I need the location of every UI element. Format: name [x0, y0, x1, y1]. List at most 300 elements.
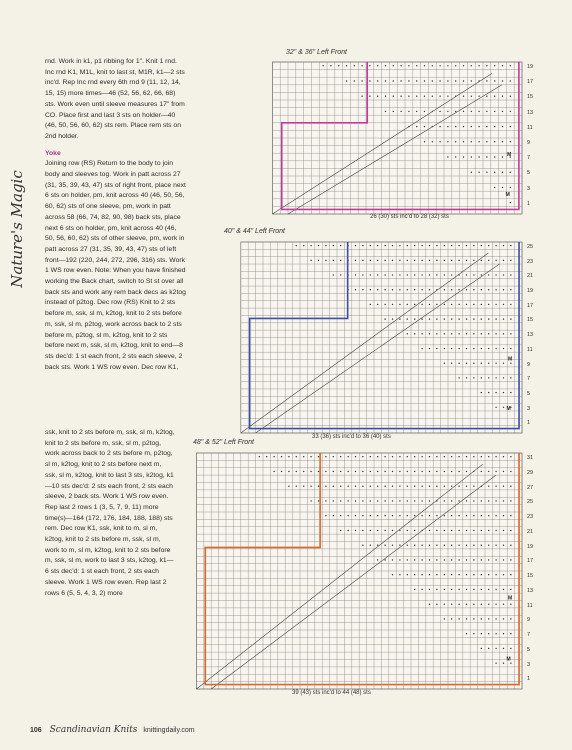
- purl-dot: [333, 515, 334, 516]
- chart2-title: 40" & 44" Left Front: [224, 228, 286, 235]
- purl-dot: [451, 274, 452, 275]
- row-number: 25: [527, 244, 534, 250]
- purl-dot: [330, 65, 331, 66]
- purl-dot: [377, 471, 378, 472]
- purl-dot: [429, 289, 430, 290]
- purl-dot: [303, 456, 304, 457]
- purl-dot: [340, 274, 341, 275]
- paragraph-joining: Joining row (RS) Return to the body to join body and sleeves tog. Work in patt across 27 (31, 35, 39, 43, 47) sts of right front, place next 6 sts on holder, pm, knit across 40 (46, 50, 56, 60, 62) sts of one sleeve, pm, work in patt across 58 (66, 74, 82, 90, 98) back sts, place next 6 sts on holder, pm, knit across 40 (46, 50, 56, 60, 62) sts of other sleeve, pm, work in patt across 27 (31, 35, 39, 43, 47) sts of left front—192 (220, 244, 272, 296, 316) sts. Work 1 WS row even. Note: When you have finished working the Back chart, switch to St st over all back sts and work any rem back decs as k2tog instead of p2tog. Dec row (RS) Knit to 2 sts before m, ssk, sl m, k2tog, knit to 2 sts before m, ssk, sl m, p2tog, work across back to 2 sts before m, p2tog, sl m, k2tog, knit to 2 sts before next m, ssk, sl m, k2tog, knit to end—8 sts dec'd: 1 st each front, 2 sts each sleeve, 2 back sts. Work 1 WS row even. Dec row K1,: [45, 160, 186, 371]
- purl-dot: [369, 80, 370, 81]
- purl-dot: [407, 544, 408, 545]
- purl-dot: [414, 260, 415, 261]
- purl-dot: [421, 304, 422, 305]
- purl-dot: [488, 318, 489, 319]
- purl-dot: [310, 260, 311, 261]
- purl-dot: [503, 318, 504, 319]
- purl-dot: [355, 289, 356, 290]
- purl-dot: [494, 156, 495, 157]
- purl-dot: [384, 485, 385, 486]
- purl-dot: [429, 471, 430, 472]
- purl-dot: [488, 377, 489, 378]
- purl-dot: [503, 377, 504, 378]
- purl-dot: [444, 618, 445, 619]
- purl-dot: [510, 515, 511, 516]
- marker-label: M: [506, 406, 511, 413]
- purl-dot: [488, 648, 489, 649]
- website: knittingdaily.com: [143, 727, 195, 734]
- purl-dot: [488, 618, 489, 619]
- purl-dot: [486, 96, 487, 97]
- purl-dot: [384, 274, 385, 275]
- purl-dot: [478, 96, 479, 97]
- purl-dot: [424, 80, 425, 81]
- purl-dot: [429, 515, 430, 516]
- purl-dot: [473, 245, 474, 246]
- purl-dot: [384, 559, 385, 560]
- purl-dot: [392, 515, 393, 516]
- purl-dot: [471, 141, 472, 142]
- purl-dot: [362, 245, 363, 246]
- purl-dot: [478, 156, 479, 157]
- purl-dot: [488, 348, 489, 349]
- purl-dot: [451, 348, 452, 349]
- purl-dot: [392, 304, 393, 305]
- purl-dot: [333, 456, 334, 457]
- row-number: 23: [527, 258, 534, 265]
- purl-dot: [495, 407, 496, 408]
- paragraph-decrease: ssk, knit to 2 sts before m, ssk, sl m, k2tog, knit to 2 sts before m, ssk, sl m, p2tog, work across back to 2 sts before m, p2tog, sl m, k2tog, knit to 2 sts before next m, ssk, sl m, k2tog, knit to last 3 sts, k2tog, k1—10 sts dec'd: 2 sts each front, 2 sts each sleeve, 2 back sts. Work 1 WS row even. Rep last 2 rows 1 (3, 5, 7, 9, 11) more time(s)—164 (172, 176, 184, 188, 188) sts rem. Dec row K1, ssk, knit to m, sl m, k2tog, knit to 2 sts before m, ssk, sl m, work to m, sl m, k2tog, knit to 2 sts before m, ssk, sl m, work to last 3 sts, k2tog, k1—6 sts dec'd: 1 st each front, 2 sts each sleeve. Work 1 WS row even. Rep last 2 rows 6 (5, 5, 4, 3, 2) more: [45, 429, 175, 597]
- purl-dot: [503, 289, 504, 290]
- purl-dot: [347, 485, 348, 486]
- purl-dot: [481, 392, 482, 393]
- purl-dot: [447, 141, 448, 142]
- purl-dot: [463, 80, 464, 81]
- purl-dot: [451, 318, 452, 319]
- purl-dot: [407, 333, 408, 334]
- purl-dot: [429, 245, 430, 246]
- purl-dot: [458, 333, 459, 334]
- yoke-heading: Yoke: [45, 149, 61, 157]
- purl-dot: [466, 274, 467, 275]
- purl-dot: [444, 304, 445, 305]
- purl-dot: [488, 500, 489, 501]
- row-number: 19: [527, 288, 534, 295]
- purl-dot: [393, 65, 394, 66]
- purl-dot: [471, 111, 472, 112]
- purl-dot: [310, 485, 311, 486]
- purl-dot: [377, 260, 378, 261]
- purl-dot: [414, 456, 415, 457]
- purl-dot: [429, 456, 430, 457]
- purl-dot: [481, 515, 482, 516]
- purl-dot: [416, 80, 417, 81]
- purl-dot: [347, 530, 348, 531]
- purl-dot: [370, 485, 371, 486]
- purl-dot: [502, 187, 503, 188]
- purl-dot: [510, 500, 511, 501]
- purl-dot: [377, 456, 378, 457]
- purl-dot: [384, 260, 385, 261]
- purl-dot: [421, 260, 422, 261]
- purl-dot: [436, 515, 437, 516]
- purl-dot: [481, 274, 482, 275]
- marker-label: M: [507, 152, 512, 159]
- purl-dot: [288, 456, 289, 457]
- purl-dot: [466, 377, 467, 378]
- purl-dot: [473, 363, 474, 364]
- purl-dot: [296, 471, 297, 472]
- purl-dot: [407, 500, 408, 501]
- purl-dot: [495, 515, 496, 516]
- chart3-grid: [191, 451, 524, 691]
- purl-dot: [495, 662, 496, 663]
- chart1-grid: [268, 60, 524, 216]
- purl-dot: [436, 544, 437, 545]
- purl-dot: [340, 530, 341, 531]
- purl-dot: [481, 318, 482, 319]
- purl-dot: [322, 65, 323, 66]
- purl-dot: [458, 456, 459, 457]
- purl-dot: [399, 260, 400, 261]
- purl-dot: [451, 603, 452, 604]
- purl-dot: [361, 96, 362, 97]
- purl-dot: [510, 456, 511, 457]
- purl-dot: [399, 456, 400, 457]
- purl-dot: [429, 333, 430, 334]
- purl-dot: [495, 530, 496, 531]
- purl-dot: [370, 471, 371, 472]
- purl-dot: [354, 65, 355, 66]
- purl-dot: [347, 515, 348, 516]
- purl-dot: [495, 289, 496, 290]
- marker-label: M: [507, 356, 513, 363]
- purl-dot: [385, 111, 386, 112]
- purl-dot: [399, 574, 400, 575]
- row-number: 1: [527, 420, 531, 427]
- purl-dot: [473, 485, 474, 486]
- purl-dot: [458, 544, 459, 545]
- purl-dot: [370, 515, 371, 516]
- purl-dot: [377, 304, 378, 305]
- purl-dot: [455, 80, 456, 81]
- purl-dot: [340, 456, 341, 457]
- purl-dot: [488, 589, 489, 590]
- marker-label: M: [505, 191, 510, 198]
- purl-dot: [495, 456, 496, 457]
- purl-dot: [370, 456, 371, 457]
- purl-dot: [377, 544, 378, 545]
- purl-dot: [362, 471, 363, 472]
- purl-dot: [340, 485, 341, 486]
- purl-dot: [444, 456, 445, 457]
- purl-dot: [399, 559, 400, 560]
- purl-dot: [432, 141, 433, 142]
- purl-dot: [392, 245, 393, 246]
- purl-dot: [340, 245, 341, 246]
- purl-dot: [478, 111, 479, 112]
- purl-dot: [510, 141, 511, 142]
- purl-dot: [503, 574, 504, 575]
- purl-dot: [486, 80, 487, 81]
- purl-dot: [503, 559, 504, 560]
- purl-dot: [355, 245, 356, 246]
- purl-dot: [338, 65, 339, 66]
- row-number: 21: [527, 273, 534, 280]
- purl-dot: [466, 574, 467, 575]
- purl-dot: [495, 377, 496, 378]
- purl-dot: [488, 274, 489, 275]
- purl-dot: [310, 456, 311, 457]
- purl-dot: [466, 559, 467, 560]
- purl-dot: [494, 172, 495, 173]
- purl-dot: [377, 559, 378, 560]
- purl-dot: [510, 172, 511, 173]
- purl-dot: [370, 304, 371, 305]
- purl-dot: [488, 392, 489, 393]
- purl-dot: [429, 574, 430, 575]
- purl-dot: [486, 172, 487, 173]
- purl-dot: [466, 633, 467, 634]
- purl-dot: [494, 80, 495, 81]
- purl-dot: [421, 544, 422, 545]
- row-number: 5: [527, 646, 531, 653]
- chart1-title: 32" & 36" Left Front: [286, 49, 348, 56]
- purl-dot: [473, 574, 474, 575]
- purl-dot: [273, 471, 274, 472]
- purl-dot: [362, 500, 363, 501]
- purl-dot: [463, 96, 464, 97]
- row-number: 15: [527, 573, 534, 579]
- purl-dot: [384, 318, 385, 319]
- purl-dot: [510, 274, 511, 275]
- purl-dot: [439, 80, 440, 81]
- purl-dot: [436, 274, 437, 275]
- purl-dot: [481, 648, 482, 649]
- purl-dot: [502, 141, 503, 142]
- purl-dot: [444, 544, 445, 545]
- purl-dot: [444, 574, 445, 575]
- purl-dot: [451, 544, 452, 545]
- purl-dot: [473, 289, 474, 290]
- purl-dot: [503, 648, 504, 649]
- purl-dot: [355, 515, 356, 516]
- purl-dot: [473, 559, 474, 560]
- purl-dot: [488, 289, 489, 290]
- purl-dot: [510, 126, 511, 127]
- purl-dot: [466, 456, 467, 457]
- row-number: 13: [527, 109, 534, 116]
- purl-dot: [451, 289, 452, 290]
- row-number: 11: [527, 602, 533, 609]
- purl-dot: [510, 377, 511, 378]
- row-number: 13: [527, 587, 534, 594]
- purl-dot: [488, 530, 489, 531]
- purl-dot: [333, 485, 334, 486]
- purl-dot: [510, 392, 511, 393]
- purl-dot: [392, 500, 393, 501]
- purl-dot: [421, 245, 422, 246]
- purl-dot: [466, 318, 467, 319]
- purl-dot: [502, 65, 503, 66]
- purl-dot: [466, 260, 467, 261]
- purl-dot: [392, 485, 393, 486]
- purl-dot: [481, 544, 482, 545]
- purl-dot: [421, 471, 422, 472]
- purl-dot: [466, 530, 467, 531]
- purl-dot: [429, 485, 430, 486]
- purl-dot: [458, 530, 459, 531]
- purl-dot: [259, 456, 260, 457]
- purl-dot: [502, 80, 503, 81]
- purl-dot: [362, 274, 363, 275]
- purl-dot: [408, 80, 409, 81]
- purl-dot: [392, 530, 393, 531]
- purl-dot: [439, 141, 440, 142]
- purl-dot: [471, 65, 472, 66]
- purl-dot: [473, 304, 474, 305]
- row-number: 31: [527, 455, 534, 461]
- purl-dot: [407, 574, 408, 575]
- row-number: 25: [527, 499, 534, 506]
- row-number: 15: [527, 317, 534, 324]
- purl-dot: [436, 260, 437, 261]
- purl-dot: [421, 274, 422, 275]
- purl-dot: [466, 245, 467, 246]
- purl-dot: [466, 500, 467, 501]
- purl-dot: [439, 96, 440, 97]
- purl-dot: [421, 589, 422, 590]
- row-number: 3: [527, 185, 531, 192]
- purl-dot: [318, 245, 319, 246]
- purl-dot: [347, 500, 348, 501]
- purl-dot: [494, 187, 495, 188]
- purl-dot: [355, 274, 356, 275]
- purl-dot: [444, 589, 445, 590]
- purl-dot: [503, 633, 504, 634]
- purl-dot: [392, 318, 393, 319]
- row-number: 19: [527, 64, 534, 70]
- purl-dot: [370, 274, 371, 275]
- purl-dot: [281, 456, 282, 457]
- purl-dot: [407, 515, 408, 516]
- purl-dot: [488, 304, 489, 305]
- purl-dot: [439, 126, 440, 127]
- purl-dot: [444, 348, 445, 349]
- purl-dot: [421, 574, 422, 575]
- purl-dot: [455, 156, 456, 157]
- purl-dot: [447, 156, 448, 157]
- purl-dot: [407, 245, 408, 246]
- purl-dot: [488, 544, 489, 545]
- row-number: 17: [527, 558, 534, 565]
- purl-dot: [510, 603, 511, 604]
- purl-dot: [439, 65, 440, 66]
- purl-dot: [362, 456, 363, 457]
- purl-dot: [296, 485, 297, 486]
- purl-dot: [325, 515, 326, 516]
- purl-dot: [503, 618, 504, 619]
- purl-dot: [414, 589, 415, 590]
- purl-dot: [466, 515, 467, 516]
- purl-dot: [325, 456, 326, 457]
- purl-dot: [429, 348, 430, 349]
- purl-dot: [494, 111, 495, 112]
- purl-dot: [510, 662, 511, 663]
- purl-dot: [429, 260, 430, 261]
- purl-dot: [471, 96, 472, 97]
- purl-dot: [481, 603, 482, 604]
- purl-dot: [510, 80, 511, 81]
- purl-dot: [510, 318, 511, 319]
- purl-dot: [414, 559, 415, 560]
- purl-dot: [510, 559, 511, 560]
- purl-dot: [432, 80, 433, 81]
- purl-dot: [473, 348, 474, 349]
- purl-dot: [503, 530, 504, 531]
- purl-dot: [503, 544, 504, 545]
- purl-dot: [473, 500, 474, 501]
- purl-dot: [384, 289, 385, 290]
- purl-dot: [444, 603, 445, 604]
- purl-dot: [495, 500, 496, 501]
- purl-dot: [288, 485, 289, 486]
- purl-dot: [494, 96, 495, 97]
- purl-dot: [458, 245, 459, 246]
- purl-dot: [486, 65, 487, 66]
- purl-dot: [488, 485, 489, 486]
- purl-dot: [416, 126, 417, 127]
- purl-dot: [421, 500, 422, 501]
- purl-dot: [451, 333, 452, 334]
- purl-dot: [414, 515, 415, 516]
- purl-dot: [340, 500, 341, 501]
- purl-dot: [495, 633, 496, 634]
- purl-dot: [340, 515, 341, 516]
- purl-dot: [369, 65, 370, 66]
- purl-dot: [355, 471, 356, 472]
- purl-dot: [510, 187, 511, 188]
- purl-dot: [333, 274, 334, 275]
- row-number: 19: [527, 543, 534, 550]
- purl-dot: [488, 363, 489, 364]
- purl-dot: [424, 96, 425, 97]
- purl-dot: [346, 65, 347, 66]
- purl-dot: [325, 245, 326, 246]
- purl-dot: [399, 245, 400, 246]
- purl-dot: [303, 471, 304, 472]
- purl-dot: [333, 500, 334, 501]
- purl-dot: [458, 260, 459, 261]
- purl-dot: [399, 318, 400, 319]
- purl-dot: [451, 574, 452, 575]
- purl-dot: [481, 260, 482, 261]
- purl-dot: [303, 245, 304, 246]
- purl-dot: [370, 289, 371, 290]
- purl-dot: [458, 589, 459, 590]
- purl-dot: [495, 603, 496, 604]
- purl-dot: [385, 96, 386, 97]
- purl-dot: [444, 559, 445, 560]
- purl-dot: [407, 456, 408, 457]
- purl-dot: [466, 589, 467, 590]
- purl-dot: [458, 348, 459, 349]
- purl-dot: [494, 141, 495, 142]
- chart1-footer: 26 (30) sts inc'd to 28 (32) sts: [370, 214, 449, 220]
- purl-dot: [414, 530, 415, 531]
- purl-dot: [436, 574, 437, 575]
- purl-dot: [399, 471, 400, 472]
- purl-dot: [414, 304, 415, 305]
